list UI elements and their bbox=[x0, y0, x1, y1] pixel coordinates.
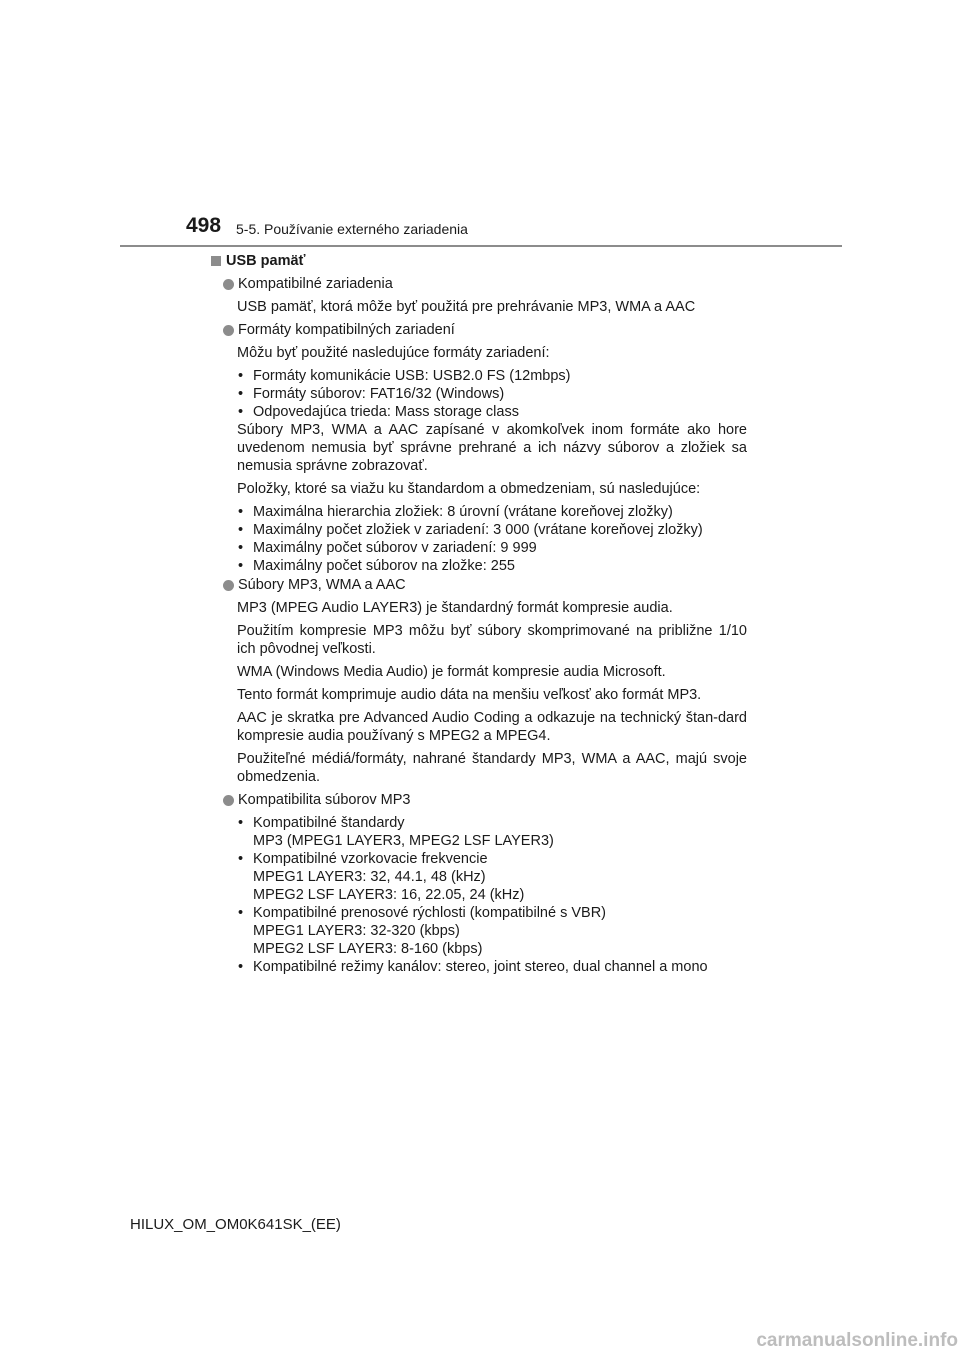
list-item: • Odpovedajúca trieda: Mass storage class bbox=[238, 404, 519, 420]
formats-intro: Môžu byť použité nasledujúce formáty zariadení: bbox=[237, 345, 550, 361]
list-item: • Maximálny počet súborov v zariadení: 9 999 bbox=[238, 540, 537, 556]
list-item: • Kompatibilné režimy kanálov: stereo, joint stereo, dual channel a mono bbox=[238, 959, 708, 975]
list-subline: MPEG2 LSF LAYER3: 8-160 (kbps) bbox=[253, 941, 483, 957]
compat-devices-text: USB pamäť, ktorá môže byť použitá pre prehrávanie MP3, WMA a AAC bbox=[237, 299, 696, 315]
usb-heading: USB pamäť bbox=[211, 252, 747, 270]
list-item: • Kompatibilné prenosové rýchlosti (kompatibilné s VBR) bbox=[238, 905, 606, 921]
formats-list bbox=[211, 367, 747, 421]
files-para: Použiteľné médiá/formáty, nahrané štandardy MP3, WMA a AAC, majú svoje obmedzenia. bbox=[237, 751, 747, 785]
circle-bullet-icon bbox=[223, 580, 234, 591]
list-subline: MPEG1 LAYER3: 32, 44.1, 48 (kHz) bbox=[253, 869, 486, 885]
page-number: 498 bbox=[186, 214, 222, 237]
list-subline: MP3 (MPEG1 LAYER3, MPEG2 LSF LAYER3) bbox=[253, 833, 554, 849]
limits-list bbox=[211, 503, 747, 575]
list-subline: MPEG2 LSF LAYER3: 16, 22.05, 24 (kHz) bbox=[253, 887, 525, 903]
files-para: WMA (Windows Media Audio) je formát kompresie audia Microsoft. bbox=[237, 664, 666, 680]
files-para: MP3 (MPEG Audio LAYER3) je štandardný formát kompresie audia. bbox=[237, 600, 673, 616]
content bbox=[211, 252, 747, 976]
circle-bullet-icon bbox=[223, 325, 234, 336]
list-item: • Formáty komunikácie USB: USB2.0 FS (12mbps) bbox=[238, 368, 571, 384]
header-rule bbox=[120, 245, 842, 247]
files-para: Tento formát komprimuje audio dáta na menšiu veľkosť ako formát MP3. bbox=[237, 687, 702, 703]
circle-bullet-icon bbox=[223, 795, 234, 806]
list-subline: MPEG1 LAYER3: 32-320 (kbps) bbox=[253, 923, 460, 939]
circle-bullet-icon bbox=[223, 279, 234, 290]
compat-devices-heading: Kompatibilné zariadenia bbox=[211, 275, 747, 293]
footer-doc-code: HILUX_OM_OM0K641SK_(EE) bbox=[130, 1216, 341, 1233]
formats-heading: Formáty kompatibilných zariadení bbox=[211, 321, 747, 339]
list-item: • Formáty súborov: FAT16/32 (Windows) bbox=[238, 386, 505, 402]
list-item: • Maximálna hierarchia zložiek: 8 úrovní (vrátane koreňovej zložky) bbox=[238, 504, 673, 520]
list-item: • Maximálny počet zložiek v zariadení: 3 000 (vrátane koreňovej zložky) bbox=[238, 522, 703, 538]
mp3-list bbox=[211, 814, 747, 976]
files-para: AAC je skratka pre Advanced Audio Coding a odkazuje na technický štan-dard kompresie audia používaný s MPEG2 a MPEG4. bbox=[237, 710, 747, 744]
files-heading: Súbory MP3, WMA a AAC bbox=[211, 576, 747, 594]
formats-note: Súbory MP3, WMA a AAC zapísané v akomkoľvek inom formáte ako hore uvedenom nemusia byť správne prehrané a ich názvy súborov a zložiek sa nemusia správne zobrazovať. bbox=[237, 422, 747, 474]
limits-intro: Položky, ktoré sa viažu ku štandardom a obmedzeniam, sú nasledujúce: bbox=[237, 481, 701, 497]
files-para: Použitím kompresie MP3 môžu byť súbory skomprimované na približne 1/10 ich pôvodnej veľkosti. bbox=[237, 623, 747, 657]
list-item: • Kompatibilné štandardy bbox=[238, 815, 405, 831]
section-title: 5-5. Používanie externého zariadenia bbox=[236, 221, 468, 237]
watermark[interactable]: carmanualsonline.info bbox=[756, 1330, 958, 1351]
square-bullet-icon bbox=[211, 256, 221, 266]
mp3-heading: Kompatibilita súborov MP3 bbox=[211, 791, 747, 809]
list-item: • Kompatibilné vzorkovacie frekvencie bbox=[238, 851, 488, 867]
list-item: • Maximálny počet súborov na zložke: 255 bbox=[238, 558, 515, 574]
